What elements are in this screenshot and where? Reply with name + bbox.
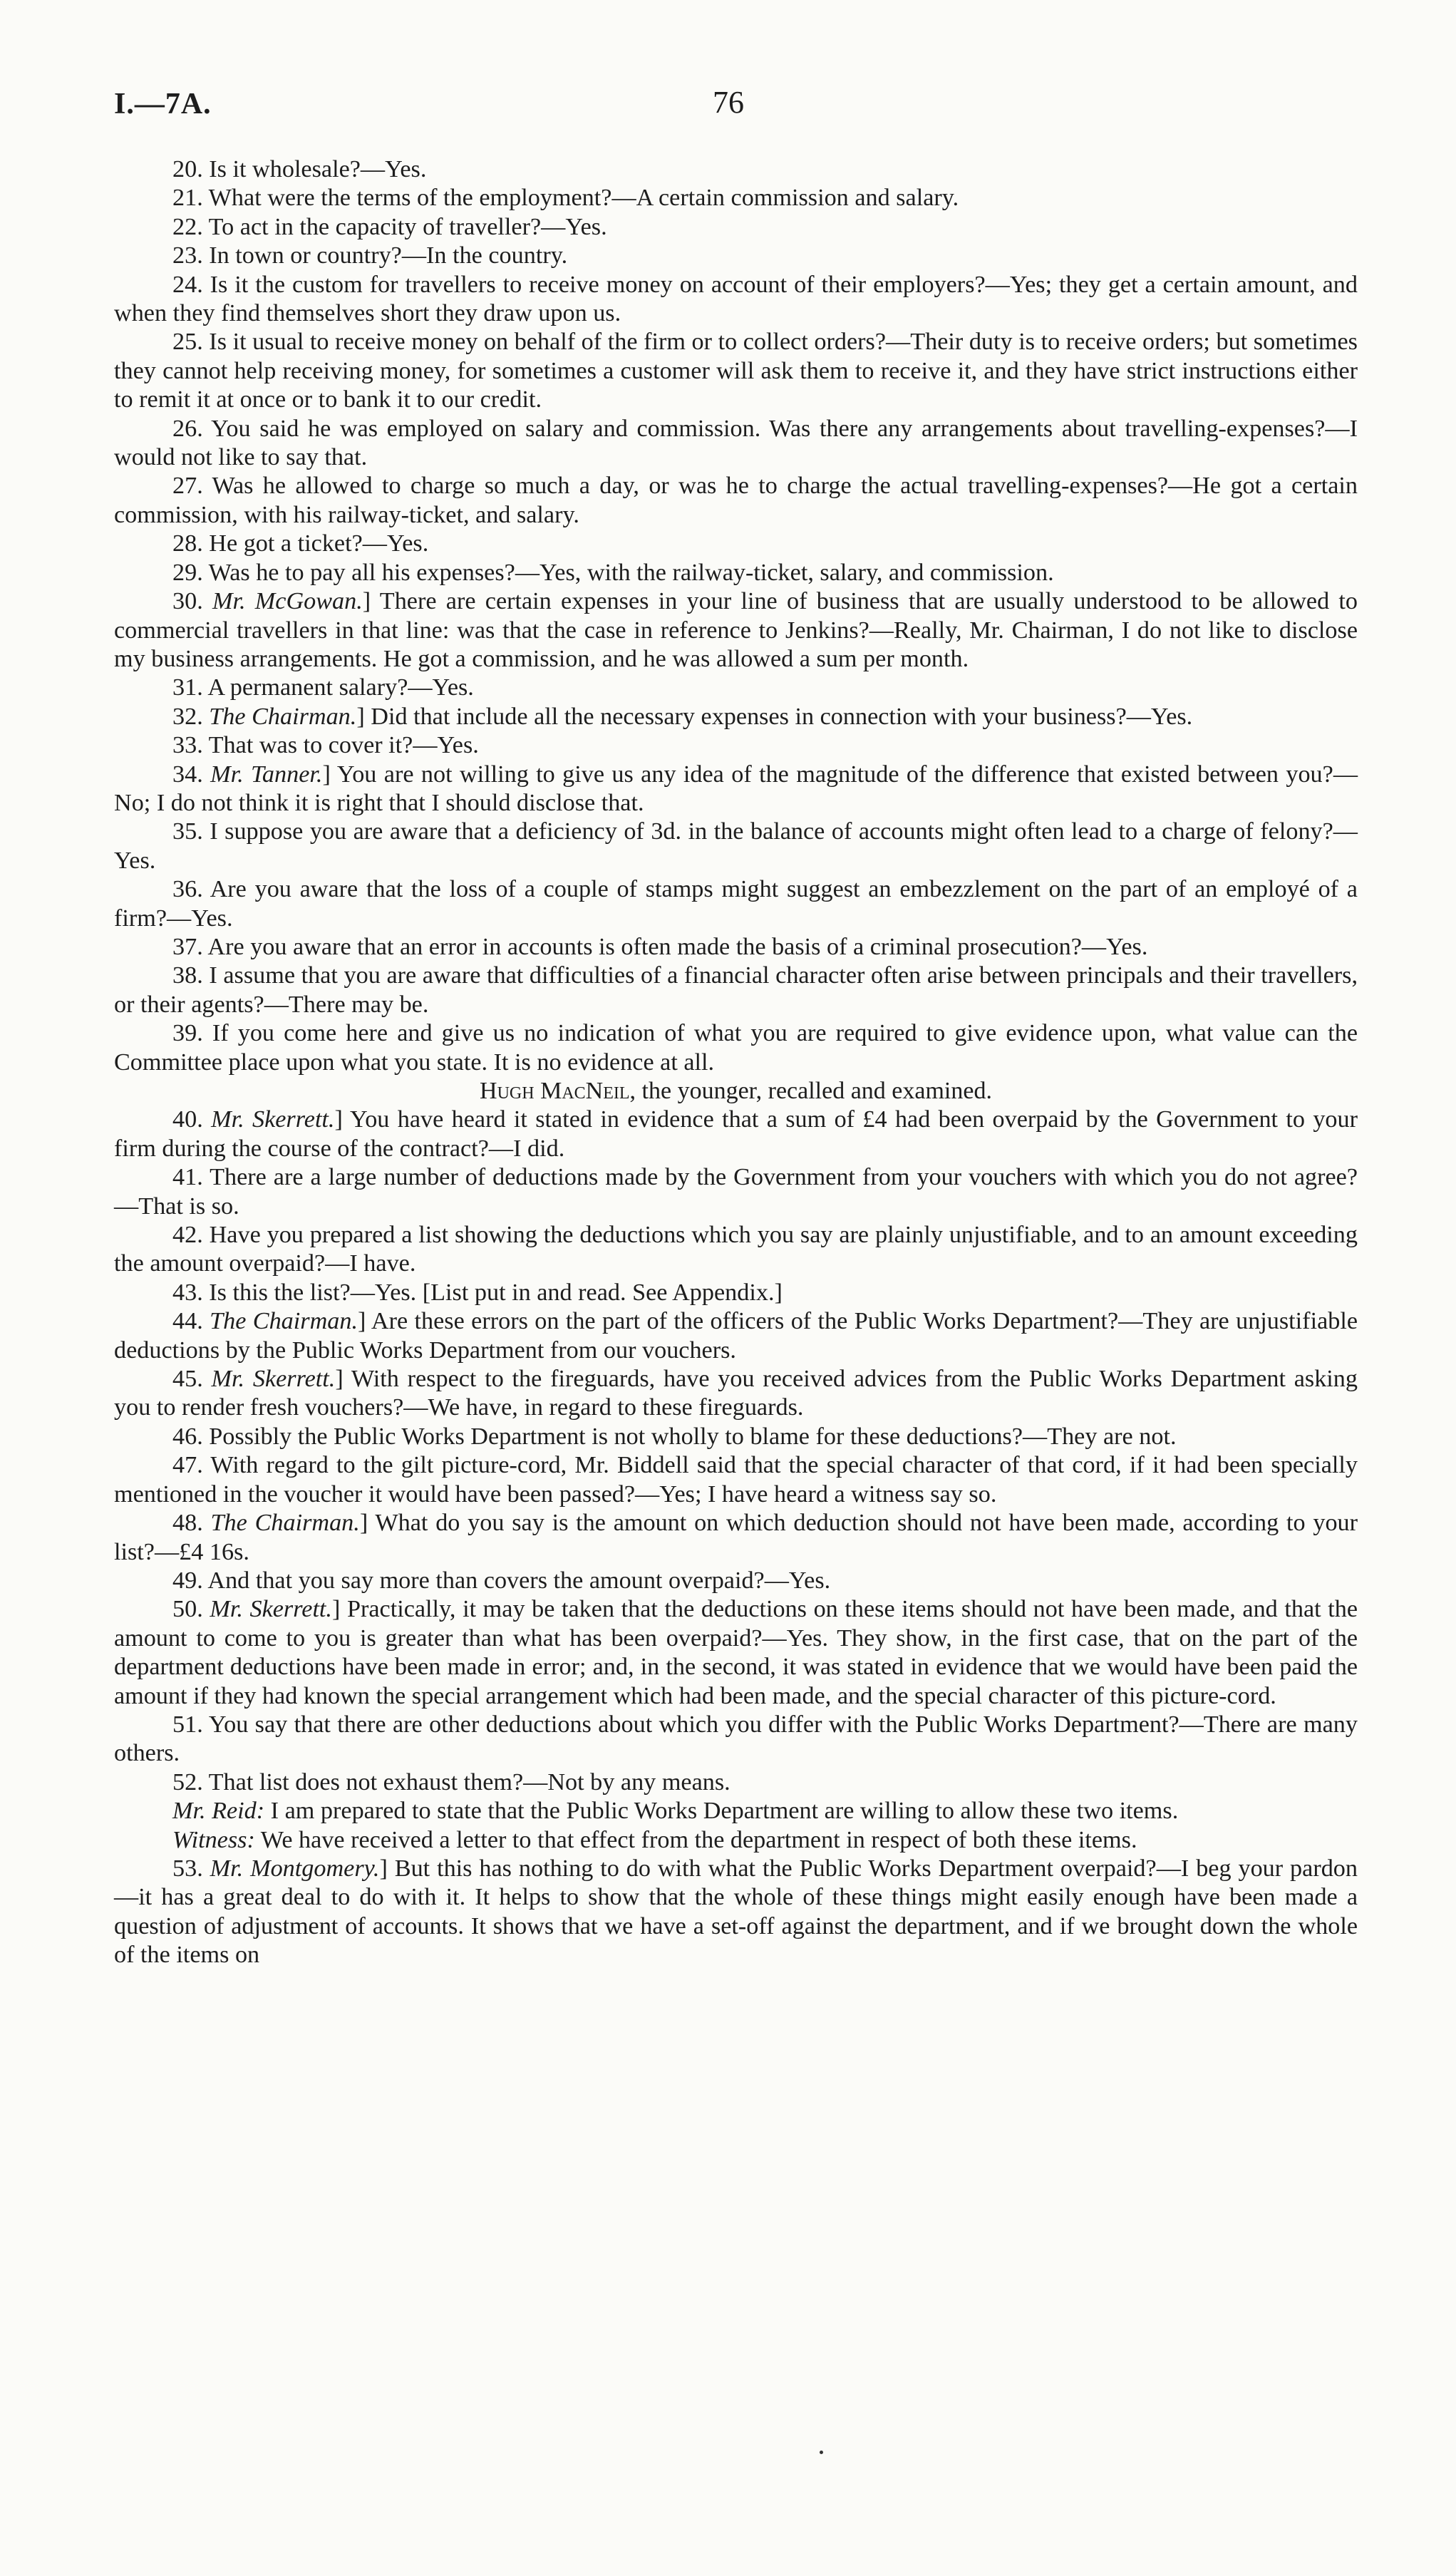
speaker-name: Mr. Skerrett. bbox=[210, 1596, 332, 1623]
witness-heading bbox=[114, 1077, 1358, 1106]
speaker-name: The Chairman. bbox=[210, 1308, 358, 1335]
paragraph-text: 23. In town or country?—In the country. bbox=[172, 242, 568, 269]
evidence-paragraph bbox=[114, 1509, 1358, 1567]
question-number: 30. bbox=[172, 588, 212, 615]
evidence-paragraph bbox=[114, 271, 1358, 329]
paragraph-text: 36. Are you aware that the loss of a couple of stamps might suggest an embezzlement on the part of an employé of a firm?—Yes. bbox=[114, 876, 1358, 932]
paragraph-text: ] What do you say is the amount on which deduction should not have been made, according to your list?—£4 16s. bbox=[114, 1510, 1358, 1565]
evidence-paragraph bbox=[114, 1797, 1358, 1825]
evidence-paragraph bbox=[114, 731, 1358, 760]
evidence-paragraph bbox=[114, 1826, 1358, 1855]
evidence-paragraph bbox=[114, 1019, 1358, 1077]
evidence-paragraph bbox=[114, 1106, 1358, 1163]
evidence-paragraph bbox=[114, 1451, 1358, 1509]
paragraph-text: ] Are these errors on the part of the officers of the Public Works Department?—They are unjustifiable deductions by the Public Works Department from our vouchers. bbox=[114, 1308, 1358, 1364]
paragraph-text: 52. That list does not exhaust them?—Not by any means. bbox=[172, 1768, 730, 1796]
paragraph-text: 22. To act in the capacity of traveller?—Yes. bbox=[172, 213, 607, 240]
evidence-paragraph bbox=[114, 1711, 1358, 1768]
evidence-paragraph bbox=[114, 761, 1358, 818]
paragraph-text: 38. I assume that you are aware that difficulties of a financial character often arise between principals and their travellers, or their agents?—There may be. bbox=[114, 962, 1358, 1018]
evidence-paragraph bbox=[114, 1307, 1358, 1365]
question-number: 44. bbox=[172, 1308, 210, 1335]
question-number: 32. bbox=[172, 703, 210, 730]
paragraph-text: ] With respect to the fireguards, have you received advices from the Public Works Department asking you to render fresh vouchers?—We have, in regard to these fireguards. bbox=[114, 1366, 1358, 1421]
evidence-paragraph bbox=[114, 559, 1358, 587]
evidence-paragraph bbox=[114, 933, 1358, 962]
paragraph-text: 35. I suppose you are aware that a deficiency of 3d. in the balance of accounts might often lead to a charge of felony?—Yes. bbox=[114, 818, 1358, 874]
speaker-name: Mr. McGowan. bbox=[212, 588, 363, 615]
footer-mark bbox=[820, 2451, 823, 2454]
paragraph-text: ] You are not willing to give us any idea of the magnitude of the difference that existed between you?—No; I do not think it is right that I should disclose that. bbox=[114, 761, 1358, 816]
speaker-name: The Chairman. bbox=[209, 703, 357, 730]
evidence-paragraph bbox=[114, 1768, 1358, 1797]
speaker-name: Mr. Skerrett. bbox=[211, 1106, 335, 1133]
paragraph-text: I am prepared to state that the Public Works Department are willing to allow these two items. bbox=[264, 1798, 1179, 1825]
paragraph-text: ] You have heard it stated in evidence that a sum of £4 had been overpaid by the Government to your firm during the course of the contract?—I did. bbox=[114, 1106, 1358, 1162]
paragraph-text: , the younger, recalled and examined. bbox=[629, 1078, 992, 1104]
speaker-name: Mr. Reid: bbox=[172, 1798, 265, 1825]
evidence-paragraph bbox=[114, 213, 1358, 242]
question-number: 45. bbox=[172, 1366, 212, 1393]
evidence-paragraph bbox=[114, 1423, 1358, 1451]
paragraph-text: 42. Have you prepared a list showing the deductions which you say are plainly unjustifiable, and to an amount exceeding the amount overpaid?—I have. bbox=[114, 1222, 1358, 1277]
paragraph-text: 25. Is it usual to receive money on behalf of the firm or to collect orders?—Their duty is to receive orders; but sometimes they cannot help receiving money, for sometimes a customer will ask them to receive it, and they have strict instructions either to remit it at once or to bank it to our credit. bbox=[114, 329, 1358, 413]
page-number: 76 bbox=[713, 85, 744, 120]
paragraph-text: 51. You say that there are other deductions about which you differ with the Public Works Department?—There are many others. bbox=[114, 1711, 1358, 1767]
evidence-paragraph bbox=[114, 242, 1358, 270]
speaker-name: Mr. Montgomery. bbox=[210, 1855, 380, 1882]
paragraph-text: 33. That was to cover it?—Yes. bbox=[172, 732, 479, 759]
witness-name: Hugh MacNeil bbox=[480, 1078, 630, 1104]
paragraph-text: 28. He got a ticket?—Yes. bbox=[172, 530, 429, 557]
speaker-name: The Chairman. bbox=[210, 1510, 360, 1537]
paragraph-text: 46. Possibly the Public Works Department is not wholly to blame for these deductions?—They are not. bbox=[172, 1423, 1177, 1450]
paragraph-text: ] But this has nothing to do with what the Public Works Department overpaid?—I beg your pardon—it has a great deal to do with it. It helps to show that the whole of these things might easily enough have been made a question of adjustment of accounts. It shows that we have a set-off against the department, and if we brought down the whole of the items on bbox=[114, 1855, 1358, 1969]
question-number: 53. bbox=[172, 1855, 210, 1882]
evidence-paragraph bbox=[114, 472, 1358, 530]
evidence-paragraph bbox=[114, 875, 1358, 933]
evidence-paragraph bbox=[114, 184, 1358, 212]
paragraph-text: 21. What were the terms of the employment?—A certain commission and salary. bbox=[172, 185, 959, 212]
paragraph-text: 26. You said he was employed on salary and commission. Was there any arrangements about travelling-expenses?—I would not like to say that. bbox=[114, 415, 1358, 471]
question-number: 40. bbox=[172, 1106, 212, 1133]
evidence-paragraph bbox=[114, 328, 1358, 414]
question-number: 50. bbox=[172, 1596, 210, 1623]
evidence-paragraph bbox=[114, 962, 1358, 1019]
paragraph-text: 20. Is it wholesale?—Yes. bbox=[172, 156, 427, 182]
speaker-name: Mr. Tanner. bbox=[210, 761, 323, 788]
evidence-paragraph bbox=[114, 155, 1358, 184]
paragraph-text: 31. A permanent salary?—Yes. bbox=[172, 674, 474, 701]
evidence-paragraph bbox=[114, 1163, 1358, 1221]
evidence-paragraph bbox=[114, 1365, 1358, 1423]
paragraph-text: 24. Is it the custom for travellers to receive money on account of their employers?—Yes; they get a certain amount, and when they find themselves short they draw upon us. bbox=[114, 271, 1358, 327]
evidence-paragraph bbox=[114, 1279, 1358, 1307]
question-number: 34. bbox=[172, 761, 211, 788]
paragraph-text: We have received a letter to that effect from the department in respect of both these items. bbox=[254, 1826, 1137, 1853]
evidence-paragraph bbox=[114, 1221, 1358, 1279]
paragraph-text: 39. If you come here and give us no indication of what you are required to give evidence upon, what value can the Committee place upon what you state. It is no evidence at all. bbox=[114, 1020, 1358, 1076]
question-number: 48. bbox=[172, 1510, 211, 1537]
evidence-paragraph bbox=[114, 415, 1358, 473]
paragraph-text: ] There are certain expenses in your line of business that are usually understood to be allowed to commercial travellers in that line: was that the case in reference to Jenkins?—Really, Mr. Chairman, I do not like to disclose my business arrangements. He got a commission, and he was allowed a sum per month. bbox=[114, 588, 1358, 672]
paragraph-text: 49. And that you say more than covers the amount overpaid?—Yes. bbox=[172, 1567, 831, 1594]
speaker-name: Mr. Skerrett. bbox=[211, 1366, 336, 1393]
paragraph-text: 29. Was he to pay all his expenses?—Yes, with the railway-ticket, salary, and commission. bbox=[172, 559, 1054, 586]
evidence-paragraph bbox=[114, 587, 1358, 674]
paragraph-text: ] Practically, it may be taken that the deductions on these items should not have been made, and that the amount to come to you is greater than what has been overpaid?—Yes. They show, in the first case, that on the part of the department deductions have been made in error; and, in the second, it was stated in evidence that we would have been paid the amount if they had known the special arrangement which had been made, and the special character of this picture-cord. bbox=[114, 1596, 1358, 1709]
paragraph-text: 41. There are a large number of deductions made by the Government from your vouchers with which you do not agree?—That is so. bbox=[114, 1164, 1358, 1220]
evidence-paragraph bbox=[114, 1855, 1358, 1970]
speaker-name: Witness: bbox=[172, 1826, 255, 1853]
paragraph-text: 37. Are you aware that an error in accounts is often made the basis of a criminal prosecution?—Yes. bbox=[172, 933, 1148, 960]
evidence-paragraph bbox=[114, 674, 1358, 702]
evidence-paragraph bbox=[114, 1567, 1358, 1595]
paragraph-text: 27. Was he allowed to charge so much a day, or was he to charge the actual travelling-expenses?—He got a certain commission, with his railway-ticket, and salary. bbox=[114, 473, 1358, 528]
evidence-paragraph bbox=[114, 530, 1358, 558]
evidence-paragraph bbox=[114, 1595, 1358, 1711]
series-reference: I.—7A. bbox=[114, 88, 212, 120]
evidence-body bbox=[114, 155, 1358, 1970]
paragraph-text: ] Did that include all the necessary expenses in connection with your business?—Yes. bbox=[356, 703, 1193, 730]
evidence-paragraph bbox=[114, 818, 1358, 875]
paragraph-text: 43. Is this the list?—Yes. [List put in and read. See Appendix.] bbox=[172, 1279, 783, 1306]
evidence-paragraph bbox=[114, 703, 1358, 731]
paragraph-text: 47. With regard to the gilt picture-cord, Mr. Biddell said that the special character of that cord, if it had been specially mentioned in the voucher it would have been passed?—Yes; I have heard a witness say so. bbox=[114, 1452, 1358, 1508]
